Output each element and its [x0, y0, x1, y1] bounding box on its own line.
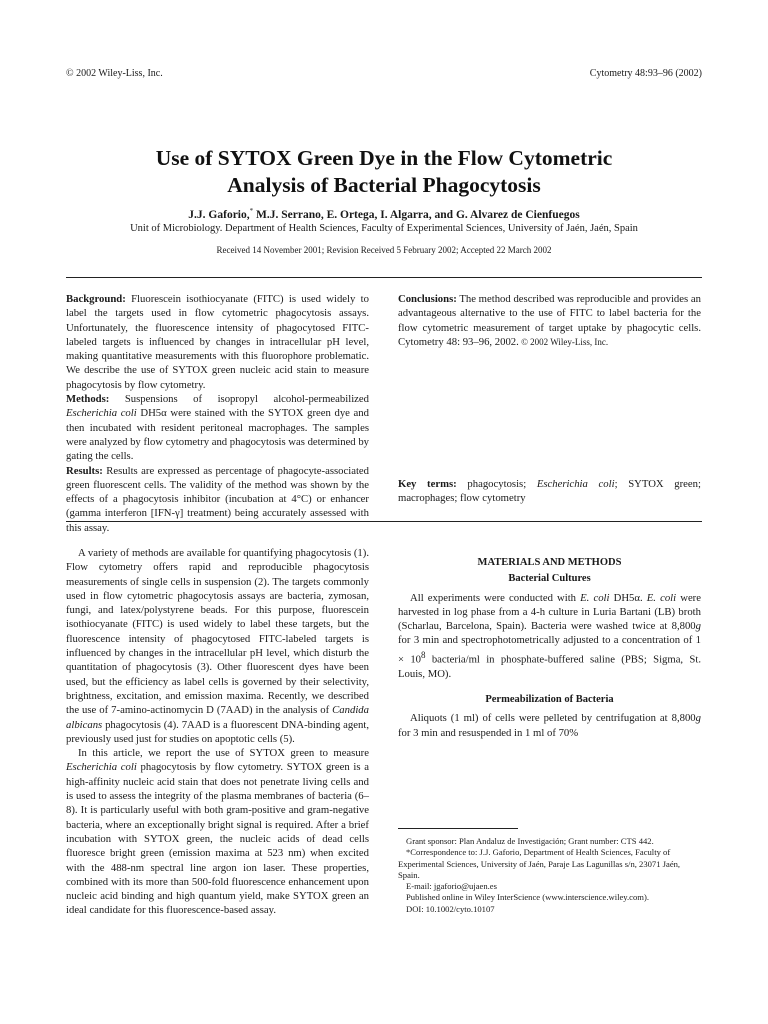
methods-text-a: Suspensions of isopropyl alcohol-permeabilized: [109, 393, 369, 406]
title-line-1: Use of SYTOX Green Dye in the Flow Cytometric: [155, 146, 613, 170]
abstract-citation: Cytometry 48: 93–96, 2002.: [398, 335, 519, 348]
subsection-bacterial-cultures: Bacterial Cultures: [508, 573, 591, 585]
methods-text-b: DH5α were stained with the SYTOX green dye and then incubated with resident peritoneal macrophages. The samples were analyzed by flow cytometry and phagocytosis was determined by gating the cells.: [66, 407, 370, 463]
organism-candida: Candida albicans: [66, 704, 369, 731]
results-label: Results:: [66, 464, 103, 477]
grant-footnote: Grant sponsor: Plan Andaluz de Investigación; Grant number: CTS 442.: [406, 836, 654, 846]
key-terms: [398, 477, 701, 506]
published-footnote: Published online in Wiley InterScience (www.interscience.wiley.com).: [406, 892, 649, 903]
body-right-column: [398, 546, 701, 740]
abstract-top-rule: [66, 277, 702, 278]
journal-copyright: © 2002 Wiley-Liss, Inc.: [66, 68, 163, 79]
background-label: Background:: [66, 293, 126, 305]
keyterms-a: phagocytosis;: [456, 478, 537, 490]
section-heading: MATERIALS AND METHODS: [477, 557, 622, 568]
doi-footnote: DOI: 10.1002/cyto.10107: [406, 903, 495, 914]
footnotes: [398, 836, 701, 915]
keyterms-label: Key terms:: [398, 478, 457, 490]
received-dates: Received 14 November 2001; Revision Received 5 February 2002; Accepted 22 March 2002: [216, 245, 552, 255]
corresponding-mark: *: [249, 207, 254, 215]
subsection-permeabilization: Permeabilization of Bacteria: [485, 693, 614, 705]
abstract-bottom-rule: [66, 521, 702, 522]
journal-citation: Cytometry 48:93–96 (2002): [589, 68, 702, 79]
paper-title: [66, 145, 702, 199]
body-left-column: [66, 546, 369, 918]
abstract-left-column: [66, 292, 369, 535]
methods-organism: Escherichia coli: [66, 407, 137, 420]
intro-paragraph-2: In this article, we report the use of SYTOX green to measure Escherichia coli phagocytosis by flow cytometry. SYTOX green is a high-affinity nucleic acid stain that does not penetrate living cells and is used to assess the integrity of the plasma membranes of bacteria (6–8). It is particularly useful with both gram-positive and gram-negative bacteria, where an exceptionally bright signal is required. After a brief incubation with SYTOX green, the nucleic acids of dead cells fluoresce bright green (emission maxima at 523 nm) when excited with the 488-nm spectral line argon ion laser. These properties, combined with its more than 500-fold fluorescence enhancement upon nucleic acid binding and high quantum yield, make SYTOX green an ideal candidate for this fluorescence-based assay.: [66, 747, 369, 917]
author-list: [66, 207, 702, 221]
methods-paragraph-1: All experiments were conducted with E. coli DH5α. E. coli were harvested in log phase from a 4-h culture in Luria Bartani (LB) broth (Scharlau, Barcelona, Spain). Bacteria were washed twice at 8,800g for 3 min and spectrophotometrically adjusted to a concentration of $1 \times 10^8$ bacteria/ml in phosphate-buffered saline (PBS; Sigma, St. Louis, MO).: [398, 591, 701, 680]
intro-paragraph-1: A variety of methods are available for quantifying phagocytosis (1). Flow cytometry offers rapid and reproducible phagocytosis measurements of single cells in suspension (2). The targets commonly used in flow cytometric phagocytosis assays are bacteria, zymosan, fungi, and latex/polystyrene beads. For this purpose, fluorescein isothiocyanate (FITC) is used widely to label these targets, but the fluorescence intensity of phagocytosed FITC-labeled targets is influenced by changes in the intracellular pH level, which disturb the quantitation of phagocytosis (3). Other fluorescent dyes have been used, but the efficiency as label cells is governed by their selectivity, brightness, excitation, and emission maxima. Recently, we described the use of 7-amino-actinomycin D (7AAD) in the analysis of Candida albicans phagocytosis (4). 7AAD is a fluorescent DNA-binding agent, previously used just for studies on apoptotic cells (5).: [66, 547, 369, 745]
keyterms-b: ; SYTOX green; macrophages; flow cytometry: [398, 478, 701, 505]
title-line-2: Analysis of Bacterial Phagocytosis: [227, 173, 541, 197]
abstract-right-column: [398, 292, 701, 349]
methods-paragraph-2: Aliquots (1 ml) of cells were pelleted by centrifugation at 8,800g for 3 min and resuspended in 1 ml of 70%: [398, 712, 701, 739]
email-footnote: E-mail: jgaforio@ujaen.es: [406, 881, 497, 892]
background-text: Fluorescein isothiocyanate (FITC) is used widely to label the targets used in flow cytometric phagocytosis assays. Unfortunately, the fluorescence intensity of phagocytosed FITC-labeled targets is influenced by changes in intracellular pH level, making quantitative measurements with this fluorophore problematic. We describe the use of SYTOX green nucleic acid stain to measure phagocytosis by flow cytometry.: [66, 293, 369, 391]
methods-label: Methods:: [66, 393, 110, 406]
other-authors: M.J. Serrano, E. Ortega, I. Algarra, and G. Alvarez de Cienfuegos: [253, 208, 580, 221]
correspondence-footnote: *Correspondence to: J.J. Gaforio, Department of Health Sciences, Faculty of Experimental Sciences, University of Jaén, Paraje Las Lagunillas s/n, 23071 Jaén, Spain.: [398, 847, 681, 880]
organism-ecoli: Escherichia coli: [66, 761, 137, 774]
footnote-rule: [398, 828, 518, 829]
affiliation: Unit of Microbiology. Department of Health Sciences, Faculty of Experimental Sciences, University of Jaén, Jaén, Spain: [130, 223, 638, 234]
first-author: J.J. Gaforio,: [188, 208, 250, 221]
conclusions-label: Conclusions:: [398, 293, 457, 305]
keyterms-organism: Escherichia coli: [536, 478, 615, 490]
results-text: Results are expressed as percentage of phagocyte-associated green fluorescent cells. The validity of the method was shown by the effects of a phagocytosis inhibitor (incubation at 4°C) or enhancer (gamma interferon [IFN-γ] treatment) being accurately assessed with this assay.: [66, 464, 369, 534]
conclusions-text: The method described was reproducible and provides an advantageous alternative to the use of FITC to label bacteria for the flow cytometric measurement of target uptake by phagocytic cells.: [398, 293, 701, 334]
abstract-copyright: © 2002 Wiley-Liss, Inc.: [518, 336, 609, 347]
